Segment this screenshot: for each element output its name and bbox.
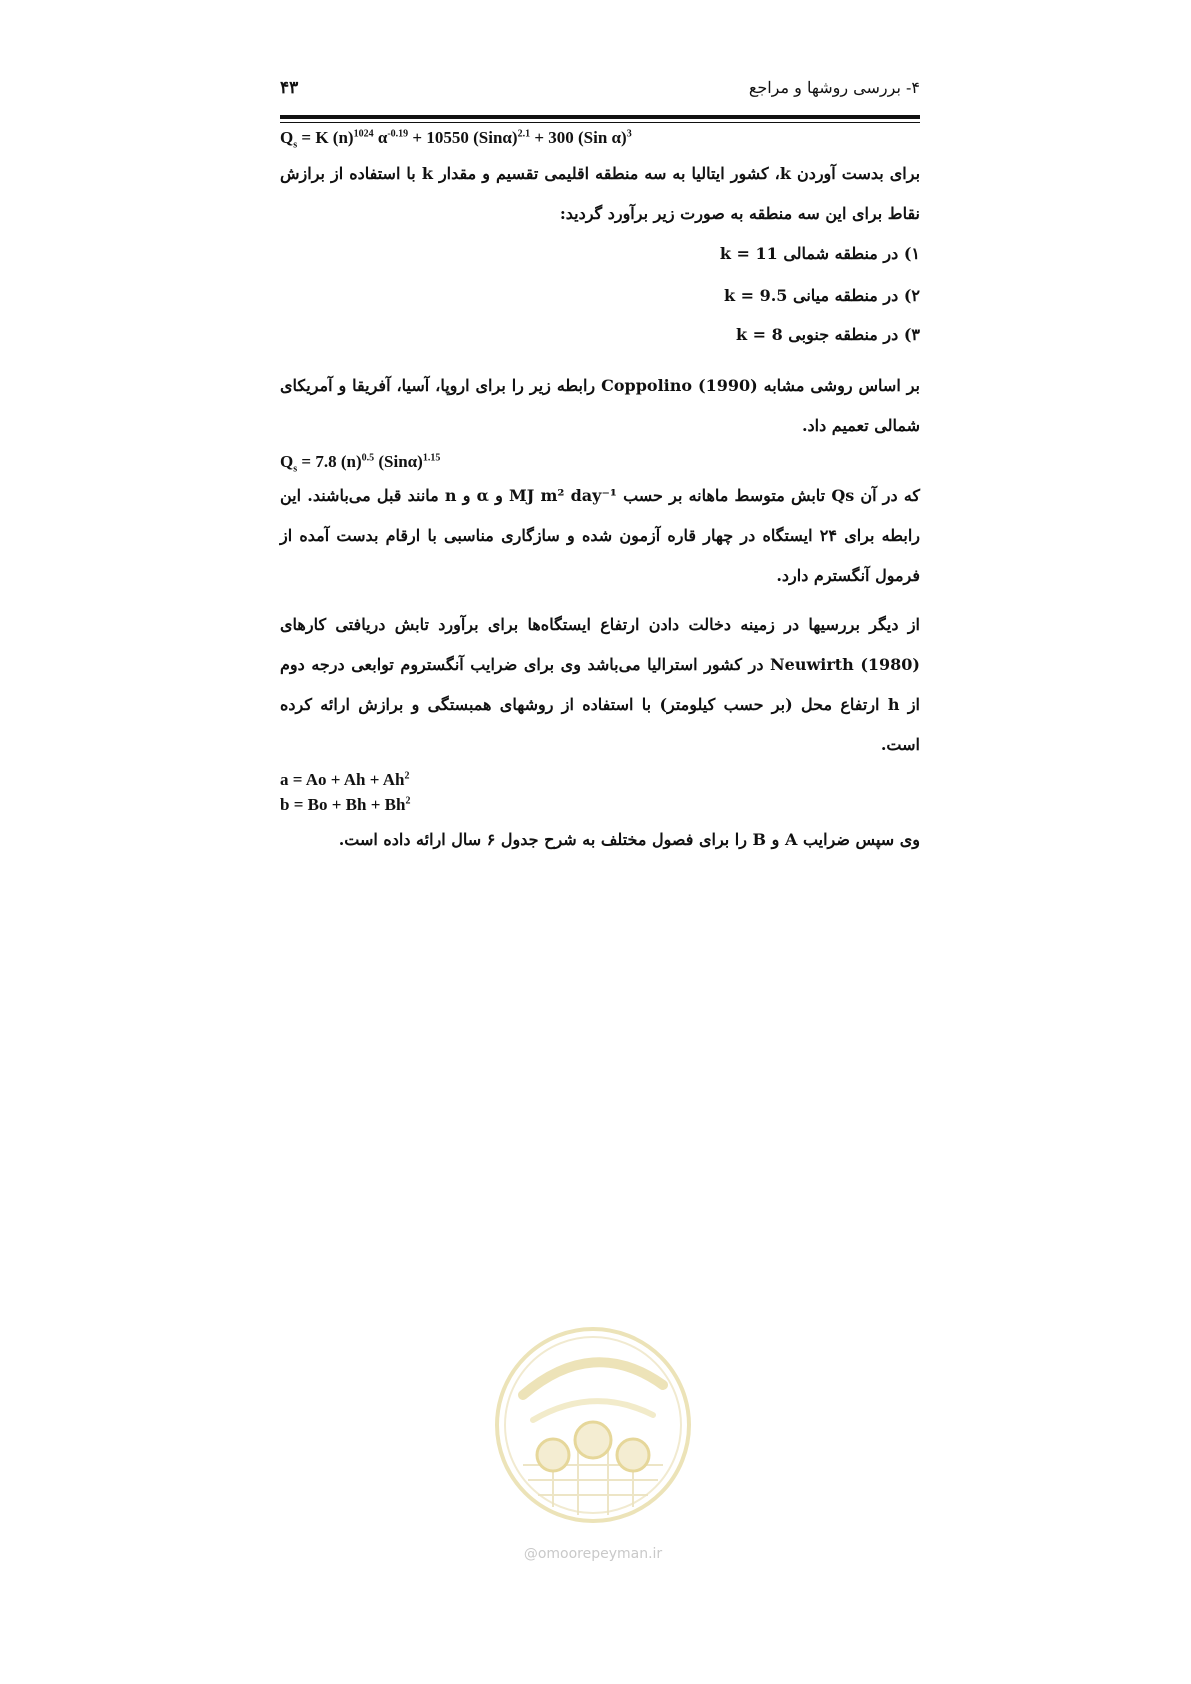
paragraph-coefficients: وی سپس ضرایب A و B را برای فصول مختلف به شرح جدول ۶ سال ارائه داده است.	[338, 830, 920, 849]
list-item-middle: ۲) در منطقه میانی k = 9.5	[723, 286, 920, 305]
formula-a: $a = Ao + Ah + Ah^2$	[280, 770, 410, 789]
formula-b: $b = Bo + Bh + Bh^2$	[280, 795, 411, 814]
paragraph-neuwirth: از دیگر بررسیها در زمینه دخالت دادن ارتفاع ایستگاه‌ها برای برآورد تابش دریافتی کارهای Neuwirth (1980) در کشور استرالیا می‌باشد وی برای ضرایب آنگستروم توابعی درجه دوم از h ارتفاع محل (بر حسب کیلومتر) با استفاده از روشهای همبستگی و برازش ارائه کرده است.	[280, 615, 921, 754]
paragraph-k-regions: برای بدست آوردن k، کشور ایتالیا به سه منطقه اقلیمی تقسیم و مقدار k با استفاده از برازش نقاط برای این سه منطقه به صورت زیر برآورد گردید:	[280, 164, 921, 223]
watermark-url: @omoorepeyman.ir	[523, 1546, 663, 1562]
paragraph-qs-definition: که در آن Qs تابش متوسط ماهانه بر حسب MJ m² day⁻¹ و α و n مانند قبل می‌باشند. این رابطه برای ۲۴ ایستگاه در چهار قاره آزمون شده و سازگاری مناسبی با ارقام بدست آمده از فرمول آنگسترم دارد.	[280, 486, 921, 585]
header-rule-thin	[280, 122, 920, 123]
formula-qs-coppolino: $Q_s = 7.8$ $(n)^{0.5}$ $(Sin\alpha)^{1.15}$	[280, 452, 441, 475]
paragraph-coppolino: بر اساس روشی مشابه Coppolino (1990) رابطه زیر را برای اروپا، آسیا، آفریقا و آمریکای شمالی تعمیم داد.	[280, 376, 920, 435]
header-rule-thick	[280, 115, 920, 119]
list-item-north: ۱) در منطقه شمالی k = 11	[719, 244, 920, 263]
chapter-title: ۴- بررسی روشها و مراجع	[748, 78, 920, 97]
watermark-seal-logo	[493, 1325, 693, 1525]
page-number: ۴۳	[280, 78, 299, 98]
page-header	[280, 78, 920, 102]
formula-qs-italy: $Q_s = K$ $(n)^{1024}$ $\alpha^{-0.19} + 10550$ $(Sin\alpha)^{2.1} + 300$ (Sin α)$^3$	[280, 128, 632, 151]
list-item-south: ۳) در منطقه جنوبی k = 8	[735, 325, 920, 344]
